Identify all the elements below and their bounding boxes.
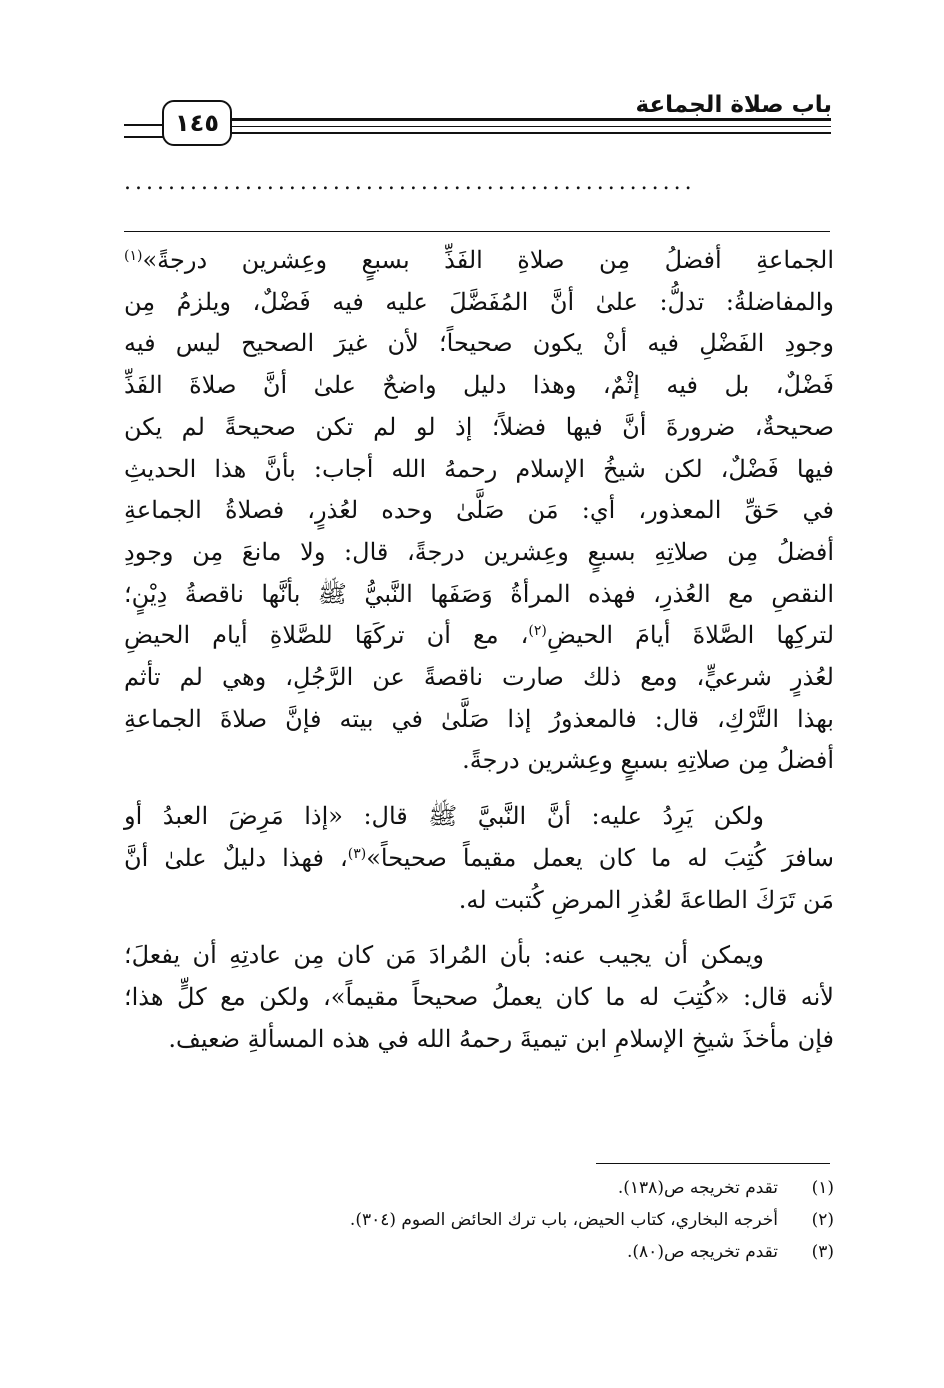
footnote-ref-3[interactable]: (٣): [347, 845, 367, 862]
text-line: النقصِ مع العُذرِ، فهذه المرأةُ وَصَفَها النَّبيُّ ﷺ بأنَّها ناقصةُ دِيْنٍ؛: [124, 579, 834, 608]
text-line: لتركِها الصَّلاةَ أيامَ الحيضِ$^{(٢)}$، مع أن تركَهَا للصَّلاةِ أيام الحيضِ: [124, 621, 835, 650]
header-rule-right: [228, 118, 831, 134]
footnote-3: [124, 1236, 834, 1268]
paragraph-1: [124, 240, 834, 782]
text-line: ولكن يَرِدُ عليه: أنَّ النَّبيَّ ﷺ قال: «إذا مَرِضَ العبدُ أو: [124, 802, 764, 831]
text-line: سافرَ كُتِبَ له ما كان يعمل مقيماً صحيحاً»$^{(٣)}$، فهذا دليلٌ علىٰ أنَّ: [124, 843, 835, 872]
text-line: في حَقِّ المعذور، أي: مَن صَلَّىٰ وحده لعُذرٍ، فصلاةُ الجماعةِ: [124, 496, 834, 525]
text-line: لعُذرٍ شرعيٍّ، ومع ذلك صارت ناقصةً عن الرَّجُلِ، وهي لم تأثم: [124, 663, 834, 692]
footnote-1: [124, 1172, 834, 1204]
text-line: أفضلُ مِن صلاتِهِ بسبعٍ وعِشرين درجةً.: [462, 746, 834, 775]
text-line: لأنه قال: «كُتِبَ له ما كان يعملُ صحيحاً مقيماً»، ولكن مع كلٍّ هذا؛: [124, 982, 834, 1011]
footnote-text: تقدم تخريجه ص(٨٠).: [627, 1242, 778, 1262]
footnote-ref-1[interactable]: (١): [124, 248, 143, 264]
footnote-2: [124, 1204, 834, 1236]
footnote-ref-2[interactable]: (٢): [528, 623, 547, 640]
footnote-number: (١): [811, 1178, 834, 1198]
paragraph-3: [124, 935, 834, 1060]
text-line: أفضلُ مِن صلاتِهِ بسبعٍ وعِشرين درجةً، قال: ولا مانعَ مِن وجودِ: [124, 537, 834, 566]
main-text: [124, 240, 834, 1060]
text-line: وجودِ الفَضْلِ فيه أنْ يكون صحيحاً؛ لأن غيرَ الصحيح ليس فيه: [124, 329, 834, 358]
text-line: فيها فَضْلٌ، لكن شيخُ الإسلام رحمهُ الله أجاب: بأنَّ هذا الحديثِ: [124, 454, 834, 483]
continuation-dots: ....................................................: [124, 170, 696, 195]
footnote-text: أخرجه البخاري، كتاب الحيض، باب ترك الحائض الصوم (٣٠٤).: [349, 1210, 778, 1230]
separator-rule: [124, 231, 830, 232]
page-number: ١٤٥: [162, 100, 232, 146]
footnotes: [124, 1172, 834, 1268]
text-line: فإن مأخذَ شيخِ الإسلامِ ابن تيميةَ رحمهُ الله في هذه المسألةِ ضعيف.: [168, 1024, 834, 1053]
text-line: والمفاضلةُ: تدلُّ: علىٰ أنَّ المُفَضَّلَ عليه فيه فَضْلٌ، ويلزمُ مِن: [124, 287, 834, 316]
text-line: بهذا التَّرْكِ، قال: فالمعذورُ إذا صَلَّىٰ في بيته فإنَّ صلاةَ الجماعةِ: [124, 704, 834, 733]
footnote-number: (٢): [811, 1210, 834, 1230]
text-line: ويمكن أن يجيب عنه: بأن المُرادَ مَن كان مِن عادتِهِ أن يفعلَ؛: [124, 941, 764, 970]
text-line: فَضْلٌ، بل فيه إثْمٌ، وهذا دليل واضحٌ علىٰ أنَّ صلاةَ الفَذِّ: [124, 371, 834, 400]
footnote-number: (٣): [811, 1242, 834, 1262]
footnote-text: تقدم تخريجه ص(١٣٨).: [617, 1178, 778, 1198]
header-rule-left: [124, 124, 166, 138]
footnote-rule: [596, 1163, 830, 1164]
text-line: مَن تَرَكَ الطاعةَ لعُذرِ المرضِ كُتبت له.: [458, 885, 834, 914]
text-line: الجماعةِ أفضلُ مِن صلاةِ الفَذِّ بسبعٍ وعِشرين درجةً»$^{(١)}$: [124, 246, 834, 274]
text-line: صحيحةٌ، ضرورةَ أنَّ فيها فضلاً؛ إذ لو لم تكن صحيحةً لم يكن: [124, 412, 834, 441]
paragraph-2: [124, 796, 834, 921]
chapter-title: باب صلاة الجماعة: [635, 92, 832, 118]
